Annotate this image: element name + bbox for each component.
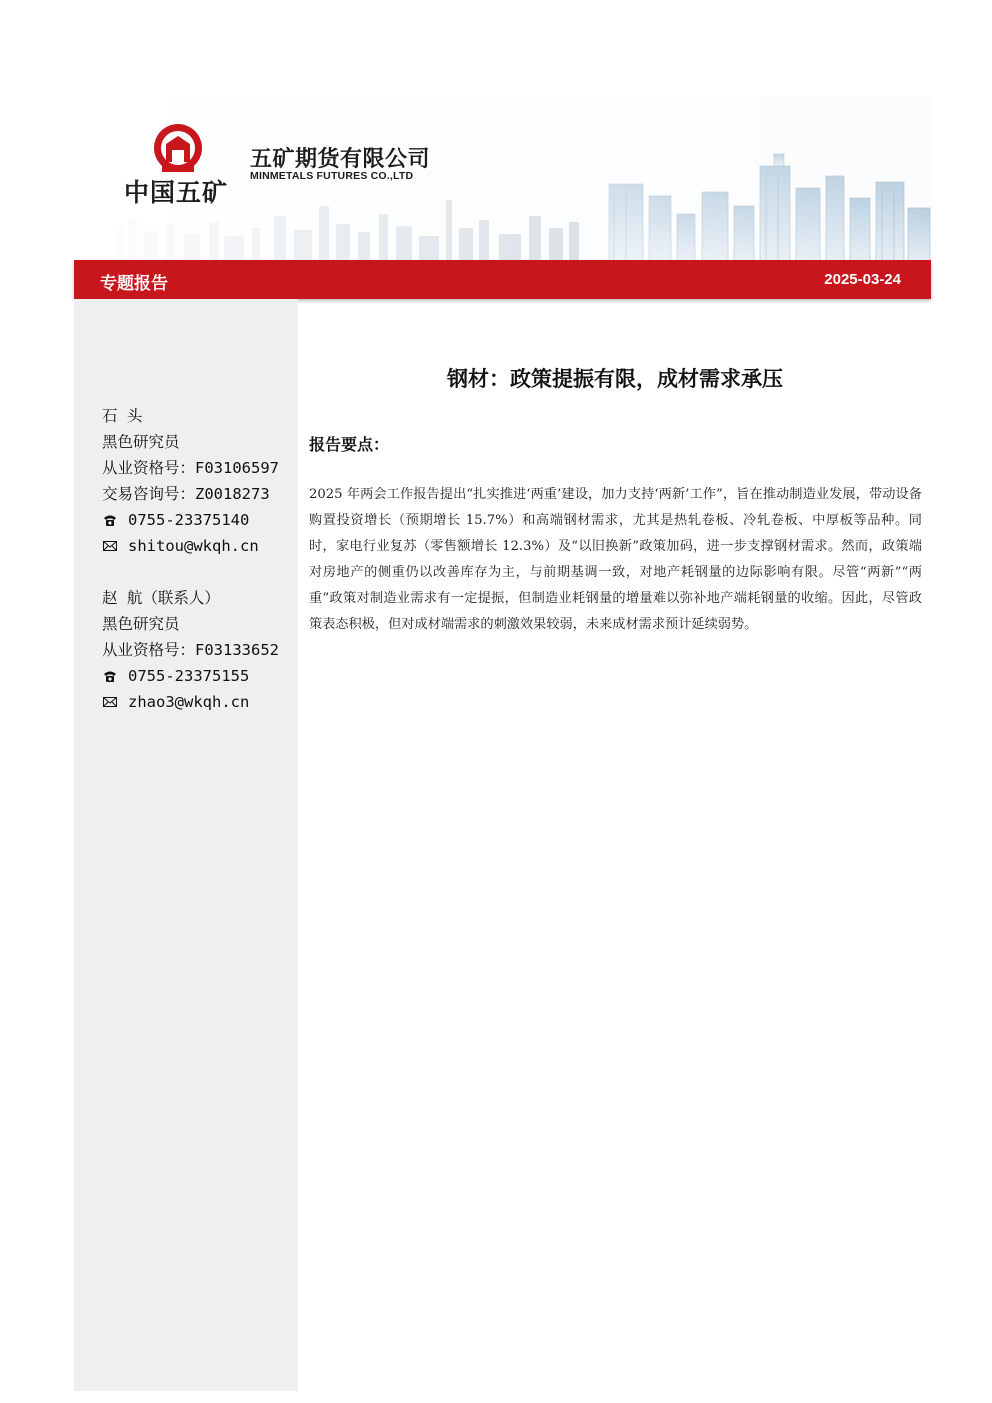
phone-number: 0755-23375155 [128, 667, 250, 685]
author-qualification: 从业资格号：F03106597 [102, 459, 279, 477]
company-name-cn: 五矿期货有限公司 [250, 147, 431, 172]
author-phone [102, 663, 279, 689]
logo-wordmark: 中国五矿 [124, 178, 229, 207]
author-qualification: 从业资格号：F03133652 [102, 641, 279, 659]
author-email[interactable] [102, 689, 279, 715]
author-name: 石 头 [102, 407, 143, 425]
section-heading: 报告要点： [309, 435, 390, 454]
phone-number: 0755-23375140 [128, 511, 250, 529]
report-type-label: 专题报告 [100, 274, 168, 294]
minmetals-seal-icon [152, 122, 204, 176]
envelope-icon [102, 538, 118, 554]
author-consulting-number: 交易咨询号：Z0018273 [102, 485, 270, 503]
summary-paragraph: 2025 年两会工作报告提出“扎实推进‘两重’建设，加力支持‘两新’工作”，旨在推动制造业发展，带动设备购置投资增长（预期增长 15.7%）和高端钢材需求，尤其是热轧卷板、冷轧卷板、中厚板等品种。同时，家电行业复苏（零售额增长 12.3%）及“以旧换新”政策加码，进一步支撑钢材需求。然而，政策端对房地产的侧重仍以改善库存为主，与前期基调一致，对地产耗钢量的边际影响有限。尽管“两新”“两重”政策对制造业需求有一定提振，但制造业耗钢量的增量难以弥补地产端耗钢量的收缩。因此，尽管政策表态积极，但对成材端需求的刺激效果较弱，未来成材需求预计延续弱势。 [309, 487, 922, 632]
phone-icon [102, 512, 118, 528]
email-link[interactable]: shitou@wkqh.cn [128, 537, 259, 555]
report-type-bar [74, 260, 931, 299]
author-email[interactable] [102, 533, 279, 559]
company-name-en: MINMETALS FUTURES CO.,LTD [250, 170, 414, 182]
report-header [0, 0, 992, 262]
report-title: 钢材：政策提振有限，成材需求承压 [447, 367, 783, 391]
author-name: 赵 航（联系人） [102, 589, 220, 607]
author-card [102, 403, 279, 559]
author-role: 黑色研究员 [102, 615, 180, 633]
author-sidebar [74, 299, 298, 1391]
phone-icon [102, 668, 118, 684]
envelope-icon [102, 694, 118, 710]
report-date: 2025-03-24 [824, 271, 901, 288]
author-phone [102, 507, 279, 533]
author-card [102, 585, 279, 715]
email-link[interactable]: zhao3@wkqh.cn [128, 693, 250, 711]
author-role: 黑色研究员 [102, 433, 180, 451]
